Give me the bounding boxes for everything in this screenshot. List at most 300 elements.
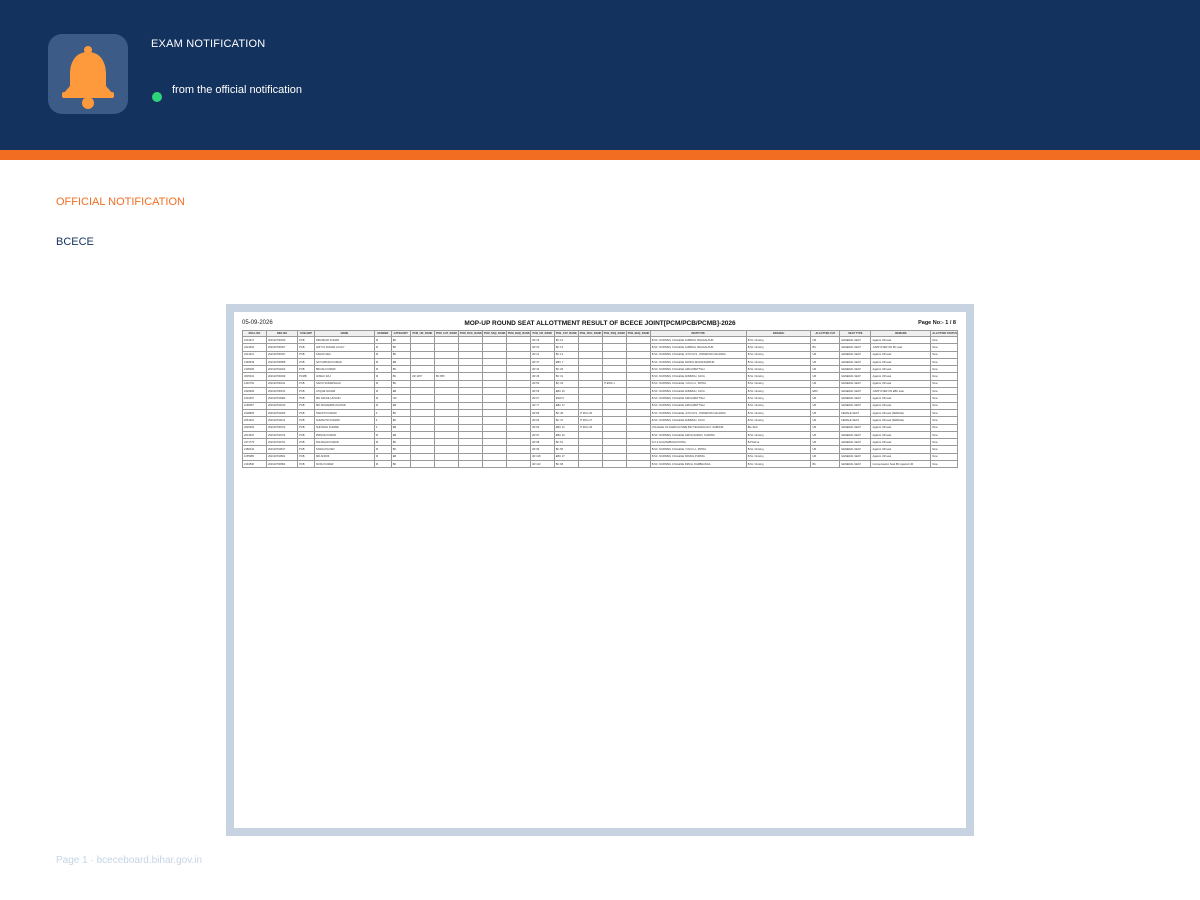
table-cell: B.SC. NURSING COLLEGE DMCH, DARBHANGA: [650, 461, 746, 468]
table-cell: [458, 439, 482, 446]
table-cell: UR 21: [530, 351, 554, 358]
table-cell: B.Sc. Nursing: [746, 453, 811, 460]
table-cell: Against UR seat: [871, 431, 931, 438]
table-row: [243, 380, 958, 387]
table-cell: BC: [391, 461, 410, 468]
column-header: PCM_RCG_RANK: [459, 332, 482, 335]
table-cell: UR: [811, 402, 840, 409]
table-cell: Against UR seat: [871, 402, 931, 409]
table-cell: FEMALE SEAT: [840, 417, 871, 424]
table-cell: GENERAL SEAT: [840, 373, 871, 380]
table-cell: [410, 439, 434, 446]
table-cell: BC: [391, 409, 410, 416]
table-cell: [602, 373, 626, 380]
table-cell: New: [931, 402, 958, 409]
table-cell: Against UR seat (FEMALE): [871, 417, 931, 424]
table-cell: [506, 344, 530, 351]
table-cell: UR 46: [530, 373, 554, 380]
table-cell: [506, 402, 530, 409]
table-cell: GENERAL SEAT: [840, 380, 871, 387]
table-cell: [434, 351, 458, 358]
table-cell: D.C.F.GULZARBAGH PATNA: [650, 439, 746, 446]
table-cell: EBC 7: [554, 358, 578, 365]
table-cell: [458, 358, 482, 365]
table-cell: COLLEGE OF AGRICULTURE BIO TECHNOLOGY, SABOUR: [650, 424, 746, 431]
table-cell: [506, 388, 530, 395]
allotment-table: [242, 330, 958, 468]
table-cell: [482, 424, 506, 431]
table-cell: [578, 380, 602, 387]
table-cell: PCB: [298, 431, 315, 438]
table-cell: UR 118: [530, 453, 554, 460]
table-cell: B.Sc. Nursing: [746, 358, 811, 365]
table-cell: EBC 17: [554, 402, 578, 409]
table-cell: [482, 337, 506, 344]
table-cell: Against UR seat: [871, 358, 931, 365]
table-cell: B.Sc. Nursing: [746, 409, 811, 416]
column-header: ALLOTTED CAT: [811, 331, 840, 337]
table-cell: 202120700049: [266, 373, 297, 380]
table-cell: 202120702474: [266, 431, 297, 438]
table-row: [243, 402, 958, 409]
table-cell: [434, 395, 458, 402]
table-cell: UR 97: [530, 431, 554, 438]
accent-divider: [0, 150, 1200, 160]
table-cell: 2212617: [243, 337, 267, 344]
status-dot: [152, 92, 162, 102]
document-preview[interactable]: [226, 304, 974, 836]
table-cell: B.SC. NURSING COLLEGE GMCH,BETTIAH: [650, 366, 746, 373]
table-cell: [602, 344, 626, 351]
table-cell: [506, 431, 530, 438]
table-cell: 202120704303: [266, 409, 297, 416]
header-subtitle: from the official notification: [172, 84, 303, 96]
table-cell: EWS 5: [554, 395, 578, 402]
table-cell: UR 50: [530, 380, 554, 387]
table-cell: PCB: [298, 409, 315, 416]
table-cell: GENERAL SEAT: [840, 461, 871, 468]
column-header: PCM_UR_RANK: [410, 331, 434, 337]
table-cell: B.Sc. Nursing: [746, 366, 811, 373]
column-header: PCB_RCG_RANK: [579, 332, 602, 335]
table-cell: UR 67: [530, 395, 554, 402]
table-cell: [578, 358, 602, 365]
table-cell: [482, 373, 506, 380]
table-cell: [434, 402, 458, 409]
table-cell: [626, 373, 650, 380]
column-header: PCB_SSQ_RANK: [603, 332, 626, 335]
table-cell: [434, 446, 458, 453]
table-cell: [506, 366, 530, 373]
table-cell: [458, 351, 482, 358]
table-cell: [506, 373, 530, 380]
table-cell: [602, 337, 626, 344]
document-page-number: Page No:- 1 / 8: [918, 320, 956, 326]
notification-header: [0, 0, 1200, 150]
table-cell: 2014510: [243, 431, 267, 438]
column-header: BRANCH: [746, 331, 811, 337]
table-cell: M: [374, 373, 391, 380]
table-cell: PCB: [298, 446, 315, 453]
table-cell: [410, 344, 434, 351]
table-cell: B.Sc. Nursing: [746, 351, 811, 358]
table-cell: 2180244: [243, 446, 267, 453]
table-cell: 1155657: [243, 402, 267, 409]
table-cell: BC 31: [554, 373, 578, 380]
table-cell: New: [931, 424, 958, 431]
table-cell: [578, 446, 602, 453]
table-cell: [434, 409, 458, 416]
table-cell: [458, 366, 482, 373]
table-cell: [458, 446, 482, 453]
table-cell: [602, 388, 626, 395]
table-cell: UR 20: [530, 344, 554, 351]
bell-icon-tile: [48, 34, 128, 114]
table-cell: GENERAL SEAT: [840, 424, 871, 431]
table-cell: PCB: [298, 453, 315, 460]
table-cell: [482, 358, 506, 365]
page-footer: Page 1 · bceceboard.bihar.gov.in: [56, 855, 203, 866]
table-cell: [626, 439, 650, 446]
table-cell: UR 44: [530, 366, 554, 373]
table-cell: GENERAL SEAT: [840, 431, 871, 438]
table-cell: IT RCG 29: [578, 424, 602, 431]
table-cell: [578, 373, 602, 380]
column-header: CATEGORY: [391, 331, 410, 337]
table-cell: New: [931, 388, 958, 395]
table-cell: Against UR seat (FEMALE): [871, 409, 931, 416]
table-cell: Against UR seat: [871, 380, 931, 387]
table-cell: EB: [391, 402, 410, 409]
table-row: [243, 344, 958, 351]
table-cell: GENERAL SEAT: [840, 388, 871, 395]
table-cell: [458, 373, 482, 380]
table-cell: [506, 358, 530, 365]
document-page: [234, 312, 966, 828]
table-cell: BC 51: [554, 439, 578, 446]
table-cell: M: [374, 395, 391, 402]
table-cell: 2213402: [243, 344, 267, 351]
table-cell: BC 12: [554, 337, 578, 344]
table-cell: New: [931, 431, 958, 438]
table-cell: MD MOHAMMD AKHTAR: [314, 402, 374, 409]
section-label: OFFICIAL NOTIFICATION: [56, 196, 185, 208]
table-cell: New: [931, 453, 958, 460]
table-cell: BC: [391, 439, 410, 446]
table-cell: 2020003: [243, 424, 267, 431]
table-cell: B.Sc. Nursing: [746, 446, 811, 453]
column-header: PCB_CAT_RANK: [555, 332, 577, 335]
table-cell: [602, 431, 626, 438]
table-cell: 1155985: [243, 453, 267, 460]
table-cell: BC 14: [554, 351, 578, 358]
table-cell: UR 37: [530, 358, 554, 365]
table-cell: [458, 337, 482, 344]
table-cell: PCB: [298, 358, 315, 365]
table-cell: 202120704322: [266, 366, 297, 373]
table-cell: [410, 337, 434, 344]
table-cell: [482, 409, 506, 416]
column-header: REMARK: [871, 331, 931, 337]
table-cell: New: [931, 366, 958, 373]
table-cell: M: [374, 358, 391, 365]
table-cell: [458, 380, 482, 387]
table-cell: PCB: [298, 351, 315, 358]
table-cell: [410, 446, 434, 453]
table-cell: [626, 344, 650, 351]
table-cell: [482, 446, 506, 453]
table-cell: EBC: [811, 388, 840, 395]
table-cell: EB: [391, 358, 410, 365]
header-title: EXAM NOTIFICATION: [151, 38, 266, 50]
table-cell: 1601457: [243, 395, 267, 402]
table-cell: [578, 439, 602, 446]
table-cell: [482, 417, 506, 424]
table-cell: EBC 22: [554, 431, 578, 438]
table-cell: 3035431: [243, 373, 267, 380]
table-cell: UR 123: [530, 461, 554, 468]
table-cell: [506, 446, 530, 453]
table-cell: [506, 337, 530, 344]
column-header: SUB GRP: [298, 331, 315, 337]
table-cell: [458, 461, 482, 468]
table-cell: [458, 395, 482, 402]
table-cell: UR: [811, 373, 840, 380]
table-row: [243, 453, 958, 460]
table-cell: RAUSHAN KUMAR: [314, 439, 374, 446]
table-cell: New: [931, 417, 958, 424]
table-row: [243, 424, 958, 431]
column-header: PCB_BHQ_RANK: [627, 332, 650, 335]
table-cell: [410, 409, 434, 416]
table-cell: 1240752: [243, 380, 267, 387]
table-cell: [506, 409, 530, 416]
table-cell: B.SC. NURSING COLLEGE, R.M.I.M.S., PAWAPURI NALANDA: [650, 409, 746, 416]
table-cell: IT RCG 27: [578, 417, 602, 424]
table-cell: [602, 351, 626, 358]
table-cell: [626, 417, 650, 424]
table-row: [243, 373, 958, 380]
table-cell: UR: [811, 351, 840, 358]
table-cell: 202120700072: [266, 424, 297, 431]
table-cell: [506, 439, 530, 446]
table-cell: JUMP OVER ON EBC seat: [871, 388, 931, 395]
table-cell: [434, 388, 458, 395]
table-cell: PCB: [298, 366, 315, 373]
table-cell: [578, 402, 602, 409]
table-cell: B.SC. NURSING COLLEGE, N.M.C.H., PATNA: [650, 380, 746, 387]
table-cell: [626, 453, 650, 460]
table-cell: BC 13: [554, 344, 578, 351]
table-cell: ADITYA KUMAR LUCKY: [314, 344, 374, 351]
table-cell: MD SAKHIL HUSAIN: [314, 395, 374, 402]
table-row: [243, 417, 958, 424]
table-cell: [602, 409, 626, 416]
table-cell: B.SC. NURSING COLLEGE, N.M.C.H., PATNA: [650, 446, 746, 453]
table-cell: [410, 453, 434, 460]
column-header: PCB_UR_RANK: [530, 331, 554, 337]
table-cell: UR: [391, 395, 410, 402]
table-cell: [626, 424, 650, 431]
table-cell: BC: [391, 446, 410, 453]
table-cell: KANHAIYA DEV: [314, 446, 374, 453]
table-cell: 202120700151: [266, 388, 297, 395]
column-header: NAME: [314, 331, 374, 337]
table-cell: F: [374, 424, 391, 431]
table-cell: [458, 344, 482, 351]
table-cell: 202120700040: [266, 337, 297, 344]
table-cell: GENERAL SEAT: [840, 366, 871, 373]
table-cell: B.Sc. Nursing: [746, 373, 811, 380]
table-cell: UR: [811, 446, 840, 453]
table-cell: [626, 402, 650, 409]
table-cell: M: [374, 439, 391, 446]
table-cell: [410, 366, 434, 373]
table-cell: New: [931, 409, 958, 416]
table-cell: UR 98: [530, 439, 554, 446]
table-cell: GENERAL SEAT: [840, 344, 871, 351]
table-cell: 202120704691: [266, 453, 297, 460]
table-cell: [458, 409, 482, 416]
table-cell: UR: [811, 358, 840, 365]
table-cell: [602, 453, 626, 460]
table-cell: B.SC. NURSING COLLEGE JAMMCH, BHAGALPUR: [650, 344, 746, 351]
table-cell: B.Pharma: [746, 439, 811, 446]
table-cell: [410, 424, 434, 431]
table-cell: ANSHU RAJ: [314, 373, 374, 380]
table-cell: New: [931, 446, 958, 453]
table-cell: Against UR seat: [871, 453, 931, 460]
table-cell: [434, 461, 458, 468]
table-cell: EBC 23: [554, 388, 578, 395]
table-cell: M: [374, 402, 391, 409]
table-cell: EB: [391, 453, 410, 460]
bell-icon: [48, 34, 128, 114]
table-cell: [506, 395, 530, 402]
table-cell: F: [374, 409, 391, 416]
table-cell: 202120700864: [266, 461, 297, 468]
table-cell: [602, 402, 626, 409]
table-cell: BC: [391, 337, 410, 344]
table-cell: GENERAL SEAT: [840, 337, 871, 344]
table-cell: EB: [391, 388, 410, 395]
table-cell: [482, 439, 506, 446]
table-cell: New: [931, 439, 958, 446]
table-cell: PCB: [298, 388, 315, 395]
table-cell: 2105496: [243, 366, 267, 373]
table-cell: New: [931, 395, 958, 402]
table-cell: [410, 395, 434, 402]
table-cell: B.Sc. Nursing: [746, 461, 811, 468]
table-cell: [458, 402, 482, 409]
table-cell: [506, 417, 530, 424]
table-cell: [626, 431, 650, 438]
table-cell: [434, 358, 458, 365]
table-cell: SATYABODH KUMAR: [314, 358, 374, 365]
table-cell: [410, 431, 434, 438]
table-cell: 2061001: [243, 417, 267, 424]
table-row: [243, 388, 958, 395]
table-row: [243, 358, 958, 365]
table-cell: BC 33: [554, 380, 578, 387]
table-row: [243, 446, 958, 453]
table-cell: [626, 388, 650, 395]
table-cell: [602, 424, 626, 431]
table-cell: [410, 461, 434, 468]
table-cell: 202120702761: [266, 439, 297, 446]
table-cell: IT EWS 1: [602, 380, 626, 387]
table-cell: B.SC. NURSING COLLEGE GMCH,BETTIAH: [650, 395, 746, 402]
table-body: [243, 337, 958, 468]
table-cell: [434, 380, 458, 387]
table-cell: M: [374, 366, 391, 373]
table-cell: BC: [811, 344, 840, 351]
table-cell: [482, 431, 506, 438]
table-cell: B.SC. NURSING COLLEGE ANMMCH, GAYA: [650, 373, 746, 380]
table-cell: [578, 388, 602, 395]
table-cell: New: [931, 373, 958, 380]
table-cell: M: [374, 337, 391, 344]
table-cell: B.Sc. Nursing: [746, 388, 811, 395]
table-cell: PCB: [298, 395, 315, 402]
table-cell: B.SC. NURSING COLLEGE SKMCH,PURNIA: [650, 453, 746, 460]
table-cell: [578, 366, 602, 373]
table-cell: New: [931, 380, 958, 387]
table-cell: [506, 461, 530, 468]
table-cell: Against UR seat: [871, 373, 931, 380]
table-cell: B.Sc. Nursing: [746, 402, 811, 409]
column-header: ROLL NO: [243, 331, 267, 337]
table-cell: FEMALE SEAT: [840, 409, 871, 416]
table-cell: New: [931, 344, 958, 351]
table-cell: [434, 453, 458, 460]
table-cell: [506, 424, 530, 431]
table-cell: [482, 366, 506, 373]
org-label: BCECE: [56, 236, 94, 248]
table-cell: UR 1257: [410, 373, 434, 380]
table-cell: [578, 431, 602, 438]
table-cell: 2320993: [243, 388, 267, 395]
table-row: [243, 431, 958, 438]
table-cell: PCB: [298, 424, 315, 431]
table-cell: M: [374, 388, 391, 395]
table-row: [243, 351, 958, 358]
column-header: PCM_BHQ_RANK: [507, 332, 530, 335]
table-cell: 202120704313: [266, 402, 297, 409]
table-cell: EB: [391, 431, 410, 438]
table-cell: 202120700858: [266, 358, 297, 365]
table-cell: [602, 395, 626, 402]
table-cell: F: [374, 417, 391, 424]
table-cell: [626, 409, 650, 416]
table-cell: M: [374, 380, 391, 387]
table-cell: [410, 358, 434, 365]
table-cell: MD AFROZ: [314, 453, 374, 460]
table-cell: UR 59: [530, 388, 554, 395]
table-row: [243, 461, 958, 468]
table-cell: [506, 380, 530, 387]
table-cell: BC 56: [554, 446, 578, 453]
column-header: INSTITUTE: [650, 331, 746, 337]
table-cell: [626, 366, 650, 373]
table-cell: PCMB: [298, 373, 315, 380]
table-cell: 202120704517: [266, 446, 297, 453]
table-cell: [602, 446, 626, 453]
table-cell: [626, 461, 650, 468]
table-cell: [410, 402, 434, 409]
table-cell: PCB: [298, 461, 315, 468]
table-cell: M: [374, 461, 391, 468]
